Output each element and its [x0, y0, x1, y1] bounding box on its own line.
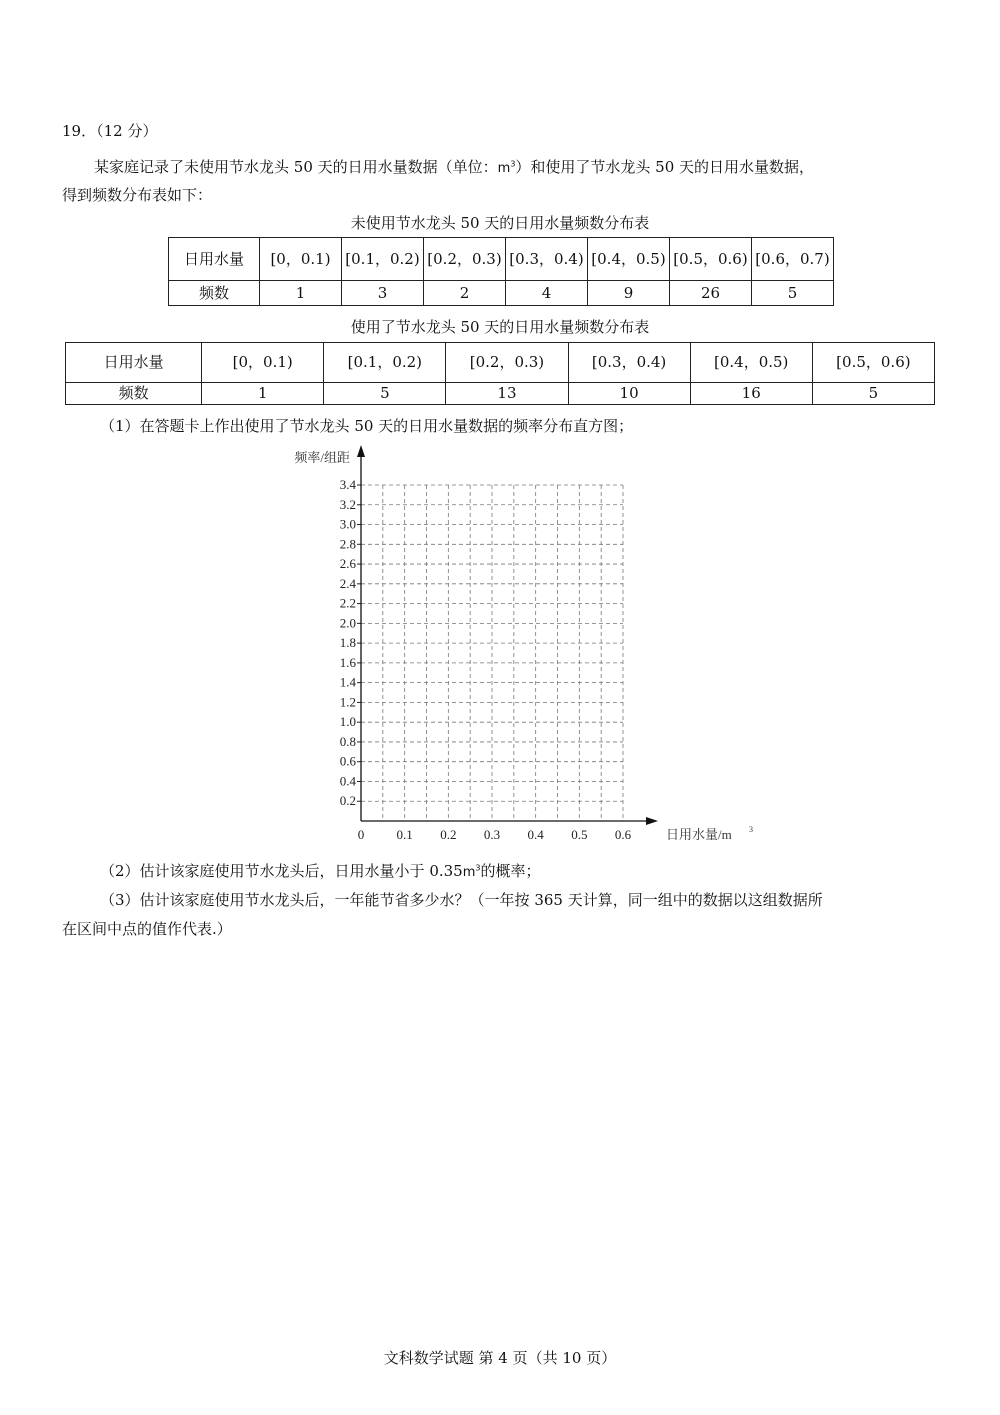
question-points: （12 分）	[96, 122, 158, 140]
question-intro-line1: 某家庭记录了未使用节水龙头 50 天的日用水量数据（单位：$m^3$）和使用了节水龙头 50 天的日用水量数据，	[94, 158, 815, 176]
table1-interval: [0.3，0.4)	[506, 238, 588, 281]
y-axis-title: 频率/组距	[294, 450, 350, 465]
table1-caption: 未使用节水龙头 50 天的日用水量频数分布表	[350, 214, 650, 232]
y-tick-label: 1.4	[339, 674, 356, 690]
table2-count: 16	[690, 383, 812, 405]
y-tick-label: 2.4	[339, 575, 356, 591]
part3-line1: （3）估计该家庭使用节水龙头后，一年能节省多少水？（一年按 365 天计算，同一组中的数据以这组数据所	[100, 891, 823, 909]
question-number: 19．	[62, 122, 97, 140]
table1-count: 5	[752, 281, 834, 306]
y-tick-label: 3.4	[339, 477, 356, 492]
table2-caption: 使用了节水龙头 50 天的日用水量频数分布表	[350, 318, 650, 336]
part3-line2: 在区间中点的值作代表.）	[62, 920, 232, 938]
y-tick-label: 2.0	[339, 615, 356, 631]
y-tick-label: 1.2	[339, 694, 356, 710]
table1-count: 9	[588, 281, 670, 306]
part2-text: （2）估计该家庭使用节水龙头后，日用水量小于 $0.35m^3$的概率；	[100, 862, 541, 880]
table1-interval: [0.5，0.6)	[670, 238, 752, 281]
table1-count: 3	[342, 281, 424, 306]
unit-m3: $m^3$	[497, 159, 516, 176]
table1-interval: [0.2，0.3)	[424, 238, 506, 281]
y-axis-arrow	[357, 445, 365, 457]
x-tick-label: 0.5	[571, 827, 588, 842]
table2-interval: [0.2，0.3)	[446, 343, 568, 383]
y-tick-label: 3.2	[339, 496, 356, 512]
y-tick-label: 2.6	[339, 556, 356, 572]
x-tick-label: 0.1	[396, 827, 413, 842]
table2-count: 5	[812, 383, 934, 405]
y-tick-label: 1.0	[339, 714, 356, 730]
table1-interval: [0.6，0.7)	[752, 238, 834, 281]
table2-count: 1	[202, 383, 324, 405]
y-tick-label: 0.6	[339, 753, 356, 769]
part1-text: （1）在答题卡上作出使用了节水龙头 50 天的日用水量数据的频率分布直方图；	[100, 417, 634, 435]
question-intro-line2: 得到频数分布表如下：	[62, 186, 213, 204]
y-tick-label: 3.0	[339, 516, 356, 532]
table1-count: 2	[424, 281, 506, 306]
y-tick-label: 1.8	[339, 635, 356, 651]
x-tick-label: 0.6	[614, 827, 632, 842]
page-footer: 文科数学试题 第 4 页（共 10 页）	[383, 1349, 617, 1367]
table2-interval: [0，0.1)	[202, 343, 324, 383]
table1-interval: [0，0.1)	[260, 238, 342, 281]
axes-layer	[357, 445, 658, 825]
x-axis-arrow	[646, 817, 658, 825]
x-tick-label: 0.3	[483, 827, 501, 842]
y-tick-label: 2.8	[339, 536, 356, 552]
y-tick-label: 0.4	[339, 773, 356, 789]
table2-count: 10	[568, 383, 690, 405]
table1-interval: [0.1，0.2)	[342, 238, 424, 281]
y-tick-label: 0.8	[339, 733, 356, 749]
label-layer	[294, 450, 753, 842]
table1-header-frequency: 频数	[169, 281, 260, 306]
table2-interval: [0.5，0.6)	[812, 343, 934, 383]
x-tick-label: 0.2	[440, 827, 457, 842]
table1-count: 26	[670, 281, 752, 306]
table2-count: 5	[324, 383, 446, 405]
grid-layer	[361, 485, 623, 821]
table2-count: 13	[446, 383, 568, 405]
unit-m3: $m^3$	[462, 863, 481, 880]
y-tick-label: 0.2	[339, 793, 356, 809]
origin-label: 0	[357, 827, 365, 842]
table2-header-water: 日用水量	[66, 343, 202, 383]
table1-interval: [0.4，0.5)	[588, 238, 670, 281]
table2-interval: [0.4，0.5)	[690, 343, 812, 383]
table1-header-water: 日用水量	[169, 238, 260, 281]
table1-count: 4	[506, 281, 588, 306]
x-axis-title: 日用水量/m	[666, 827, 732, 842]
x-axis-title-exponent: 3	[749, 825, 753, 834]
x-tick-label: 0.4	[527, 827, 544, 842]
table1-count: 1	[260, 281, 342, 306]
table2-interval: [0.1，0.2)	[324, 343, 446, 383]
table2-interval: [0.3，0.4)	[568, 343, 690, 383]
table2-header-frequency: 频数	[66, 383, 202, 405]
y-tick-label: 2.2	[339, 595, 356, 611]
y-tick-label: 1.6	[339, 654, 356, 670]
